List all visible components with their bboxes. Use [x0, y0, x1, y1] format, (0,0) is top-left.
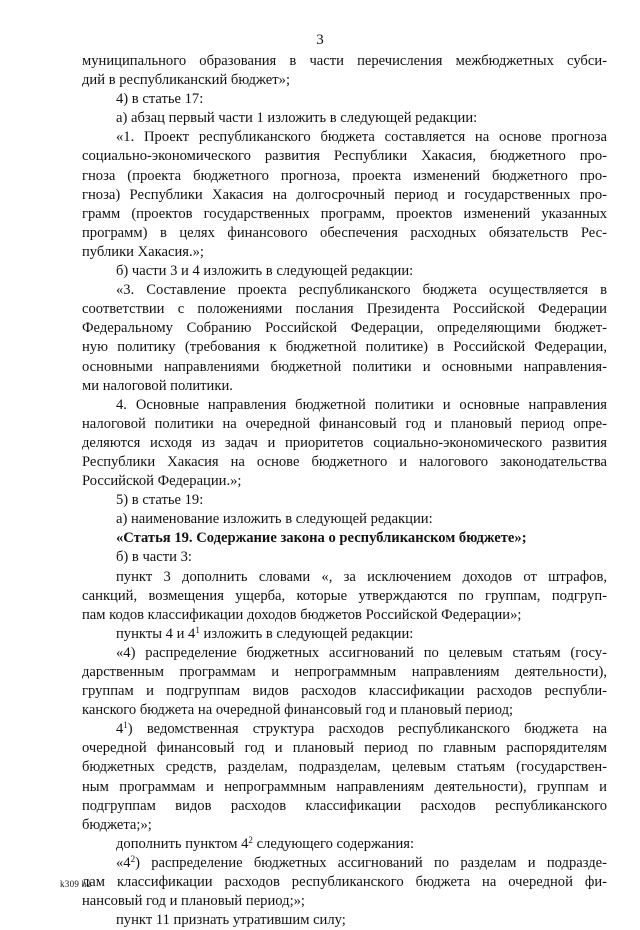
superscript: 1	[123, 720, 128, 731]
text-line: а) абзац первый части 1 изложить в следующей редакции:	[116, 110, 478, 127]
paragraph-item-4-line	[82, 396, 607, 415]
text-line: налоговой политики на очередной финансовый год и плановый период опре-	[82, 415, 607, 432]
paragraph-abzac	[82, 109, 607, 128]
text-line: 4	[116, 721, 124, 738]
paragraph-item-3-line	[82, 358, 607, 377]
text-line: 5) в статье 19:	[116, 492, 204, 509]
paragraph-item-4-1-line	[82, 816, 607, 835]
paragraph-item-4-distribution-line	[82, 701, 607, 720]
footer-code: k309 h2	[60, 879, 92, 889]
paragraph-item-1-line	[82, 205, 607, 224]
text-line: дополнить пунктом 4	[116, 835, 249, 852]
text-line: дий в республиканский бюджет»;	[82, 72, 291, 89]
paragraph-point-3-line	[82, 587, 607, 606]
paragraph-item-4-line	[82, 472, 607, 491]
paragraph-point-3-line	[82, 568, 607, 587]
paragraph-point-3-line	[82, 606, 607, 625]
text-line: основными направлениями бюджетной политики и основными направления-	[82, 358, 607, 375]
text-line: б) в части 3:	[116, 549, 192, 566]
text-line: гноза) Республики Хакасия на долгосрочный период и государственных про-	[82, 186, 607, 203]
paragraph-add-point-4-2	[82, 835, 607, 854]
paragraph-item-4-distribution-line	[82, 644, 607, 663]
paragraph-item-3-line	[82, 300, 607, 319]
paragraph-part-3	[82, 548, 607, 567]
paragraph-points-4	[82, 625, 607, 644]
text-line: пункты 4 и 4	[116, 625, 196, 642]
paragraph-item-4-2-line	[82, 892, 607, 911]
text-line: пункт 3 дополнить словами «, за исключением доходов от штрафов,	[116, 568, 607, 585]
text-line: Республики Хакасия на основе бюджетного и налогового законодательства	[82, 453, 607, 470]
paragraph-item-3-line	[82, 377, 607, 396]
text-line: нансовый год и плановый период;»;	[82, 893, 305, 910]
paragraph-article-19	[82, 491, 607, 510]
text-line: следующего содержания:	[252, 835, 415, 852]
text-line: ную политику (требования к бюджетной политике) в Российской Федерации,	[82, 339, 607, 356]
paragraph-item-4-distribution-line	[82, 682, 607, 701]
text-line: бюджета;»;	[82, 816, 152, 833]
text-line: ным программам и непрограммным направлениям деятельности), группам и	[82, 778, 607, 795]
paragraph-point-11	[82, 911, 607, 930]
text-line: деляются исходя из задач и приоритетов социально-экономического развития	[82, 434, 607, 451]
text-line: социально-экономического развития Республики Хакасия, бюджетного про-	[82, 148, 607, 165]
paragraph-parts-3-4	[82, 262, 607, 281]
paragraph-item-1-line	[82, 167, 607, 186]
paragraph-municipal-end	[82, 71, 607, 90]
text-line: канского бюджета на очередной финансовый год и плановый период;	[82, 702, 514, 719]
text-line: 4) в статье 17:	[116, 91, 204, 108]
text-line: грамм (проектов государственных программ, проектов изменений указанных	[82, 205, 607, 222]
paragraph-item-4-1-line	[82, 720, 607, 739]
text-line: ) ведомственная структура расходов республиканского бюджета на	[127, 721, 607, 738]
paragraph-item-4-1-line	[82, 778, 607, 797]
paragraph-item-4-distribution-line	[82, 663, 607, 682]
text-line: пам кодов классификации доходов бюджетов Российской Федерации»;	[82, 606, 522, 623]
text-line: б) части 3 и 4 изложить в следующей редакции:	[116, 263, 414, 280]
paragraph-item-1-line	[82, 128, 607, 147]
text-line: группам и подгруппам видов расходов классификации расходов республи-	[82, 683, 607, 700]
superscript: 1	[195, 624, 200, 635]
paragraph-municipal	[82, 52, 607, 71]
text-line: бюджетных средств, разделам, подразделам, целевым статьям (государствен-	[82, 759, 607, 776]
text-line: пункт 11 признать утратившим силу;	[116, 912, 346, 929]
paragraph-item-4-2-line	[82, 873, 607, 892]
text-line: дарственным программам и непрограммным направлениям деятельности),	[82, 664, 607, 680]
text-line: а) наименование изложить в следующей редакции:	[116, 511, 433, 528]
text-line: лам классификации расходов республиканского бюджета на очередной фи-	[82, 874, 607, 891]
paragraph-item-1-line	[82, 186, 607, 205]
paragraph-item-4-line	[82, 415, 607, 434]
paragraph-item-4-1-line	[82, 797, 607, 816]
paragraph-item-3-line	[82, 319, 607, 338]
paragraph-article-17	[82, 90, 607, 109]
paragraph-item-1-line	[82, 224, 607, 243]
text-line: ) распределение бюджетных ассигнований по разделам и подразде-	[135, 854, 607, 871]
text-line: соответствии с положениями послания Президента Российской Федерации	[82, 301, 607, 318]
text-line: Федеральному Собранию Российской Федерации, определяющими бюджет-	[82, 320, 607, 337]
text-line: программ) в целях финансового обеспечения расходных обязательств Рес-	[82, 224, 607, 241]
text-line: «3. Составление проекта республиканского бюджета осуществляется в	[116, 282, 607, 299]
paragraph-item-4-line	[82, 453, 607, 472]
text-line: «1. Проект республиканского бюджета составляется на основе прогноза	[116, 129, 607, 146]
paragraph-item-1-line	[82, 147, 607, 166]
text-line: Российской Федерации.»;	[82, 473, 242, 490]
paragraph-item-4-1-line	[82, 739, 607, 758]
text-line: «4	[116, 854, 131, 871]
paragraph-item-4-2-line	[82, 854, 607, 873]
text-line: «Статья 19. Содержание закона о республиканском бюджете»;	[116, 530, 527, 547]
text-line: муниципального образования в части перечисления межбюджетных субси-	[82, 53, 607, 69]
superscript: 2	[248, 834, 253, 845]
paragraph-article-19-title	[82, 529, 607, 548]
text-line: подгруппам видов расходов классификации расходов республиканского	[82, 797, 607, 814]
text-line: очередной финансовый год и плановый период по главным распорядителям	[82, 740, 607, 757]
paragraph-title-edit	[82, 510, 607, 529]
text-line: санкций, возмещения ущерба, которые утверждаются по группам, подгруп-	[82, 587, 607, 604]
text-line: гноза (проекта бюджетного прогноза, проекта изменений бюджетного про-	[82, 167, 607, 184]
paragraph-item-1-line	[82, 243, 607, 262]
document-body	[82, 52, 607, 930]
text-line: публики Хакасия.»;	[82, 243, 204, 260]
paragraph-item-4-line	[82, 434, 607, 453]
text-line: изложить в следующей редакции:	[199, 625, 414, 642]
text-line: «4) распределение бюджетных ассигнований по целевым статьям (госу-	[116, 644, 607, 661]
text-line: 4. Основные направления бюджетной политики и основные направления	[116, 396, 607, 413]
superscript: 2	[130, 853, 136, 864]
page-number: 3	[316, 32, 324, 48]
paragraph-item-4-1-line	[82, 758, 607, 777]
paragraph-item-3-line	[82, 281, 607, 300]
text-line: ми налоговой политики.	[82, 377, 233, 394]
paragraph-item-3-line	[82, 338, 607, 357]
